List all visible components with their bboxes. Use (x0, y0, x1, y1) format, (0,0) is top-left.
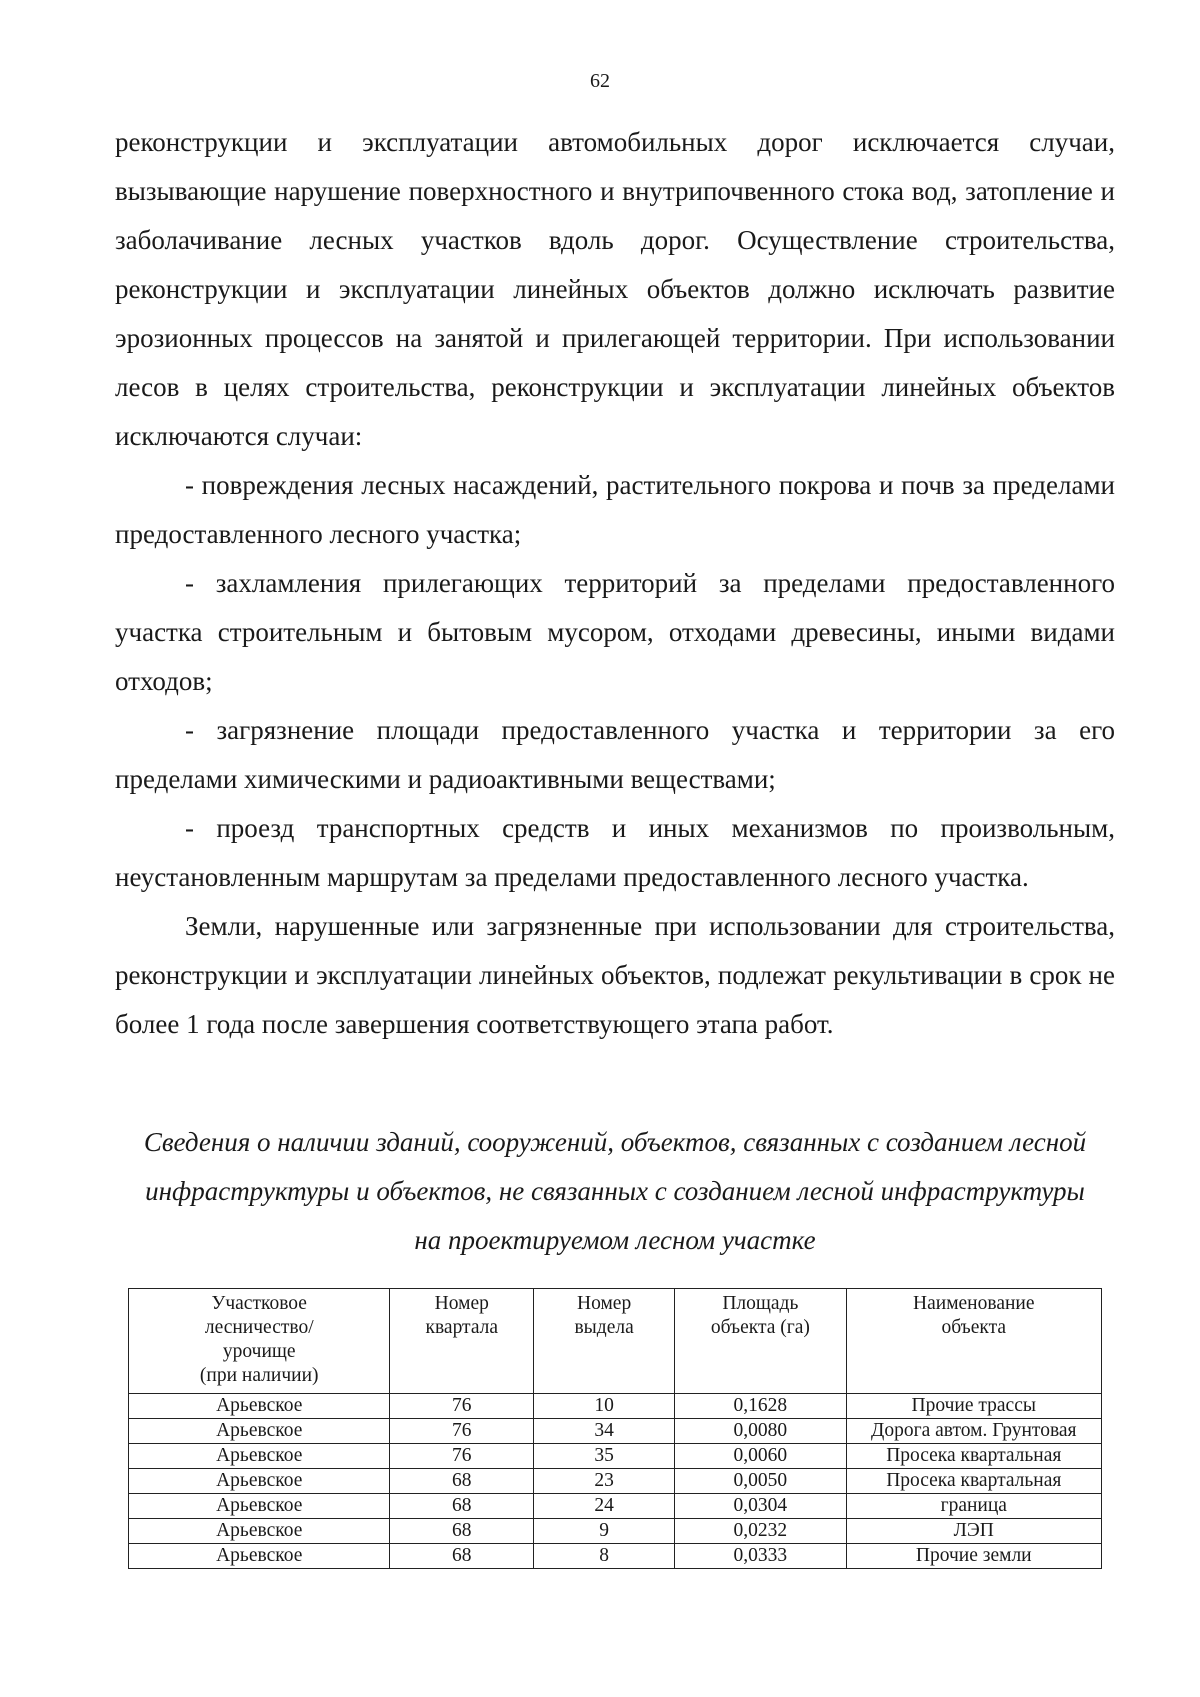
cell-object-name: ЛЭП (846, 1519, 1101, 1544)
cell-section: 23 (534, 1469, 675, 1494)
cell-quarter: 68 (390, 1469, 534, 1494)
table-header-row (129, 1289, 1102, 1394)
table-row (129, 1394, 1102, 1419)
cell-forestry: Арьевское (129, 1494, 390, 1519)
header-object-name: Наименование объекта (846, 1289, 1101, 1394)
cell-section: 34 (534, 1419, 675, 1444)
body-text (115, 118, 1115, 1049)
cell-quarter: 76 (390, 1394, 534, 1419)
cell-forestry: Арьевское (129, 1519, 390, 1544)
table-row (129, 1444, 1102, 1469)
cell-area: 0,1628 (675, 1394, 846, 1419)
cell-area: 0,0050 (675, 1469, 846, 1494)
cell-quarter: 76 (390, 1444, 534, 1469)
cell-area: 0,0080 (675, 1419, 846, 1444)
table-row (129, 1544, 1102, 1569)
section-title-line: Сведения о наличии зданий, сооружений, объектов, связанных с созданием лесной (143, 1127, 1087, 1157)
cell-object-name: граница (846, 1494, 1101, 1519)
cell-quarter: 76 (390, 1419, 534, 1444)
cell-object-name: Дорога автом. Грунтовая (846, 1419, 1101, 1444)
table-row (129, 1419, 1102, 1444)
cell-quarter: 68 (390, 1519, 534, 1544)
cell-object-name: Прочие земли (846, 1544, 1101, 1569)
cell-section: 8 (534, 1544, 675, 1569)
list-item: - повреждения лесных насаждений, растительного покрова и почв за пределами предоставленного лесного участка; (115, 470, 1115, 549)
cell-quarter: 68 (390, 1494, 534, 1519)
cell-area: 0,0304 (675, 1494, 846, 1519)
page-number: 62 (590, 70, 610, 92)
cell-object-name: Просека квартальная (846, 1469, 1101, 1494)
header-area: Площадь объекта (га) (675, 1289, 846, 1394)
objects-table (128, 1288, 1102, 1569)
cell-area: 0,0232 (675, 1519, 846, 1544)
cell-quarter: 68 (390, 1544, 534, 1569)
cell-forestry: Арьевское (129, 1444, 390, 1469)
paragraph: реконструкции и эксплуатации автомобильных дорог исключается случаи, вызывающие нарушение поверхностного и внутрипочвенного стока вод, затопление и заболачивание лесных участков вдоль дорог. Осуществление строительства, реконструкции и эксплуатации линейных объектов должно исключать развитие эрозионных процессов на занятой и прилегающей территории. При использовании лесов в целях строительства, реконструкции и эксплуатации линейных объектов исключаются случаи: (115, 127, 1115, 451)
list-item: - захламления прилегающих территорий за пределами предоставленного участка строительным и бытовым мусором, отходами древесины, иными видами отходов; (115, 568, 1115, 696)
section-title-line: на проектируемом лесном участке (414, 1225, 816, 1255)
header-forestry: Участковое лесничество/ урочище (при наличии) (129, 1289, 390, 1394)
cell-forestry: Арьевское (129, 1394, 390, 1419)
cell-area: 0,0060 (675, 1444, 846, 1469)
paragraph: Земли, нарушенные или загрязненные при использовании для строительства, реконструкции и эксплуатации линейных объектов, подлежат рекультивации в срок не более 1 года после завершения соответствующего этапа работ. (115, 911, 1115, 1039)
header-section-number: Номер выдела (534, 1289, 675, 1394)
cell-section: 35 (534, 1444, 675, 1469)
table-row (129, 1519, 1102, 1544)
cell-section: 10 (534, 1394, 675, 1419)
table-row (129, 1494, 1102, 1519)
cell-section: 9 (534, 1519, 675, 1544)
section-title-line: инфраструктуры и объектов, не связанных с созданием лесной инфраструктуры (145, 1176, 1085, 1206)
table-row (129, 1469, 1102, 1494)
cell-forestry: Арьевское (129, 1469, 390, 1494)
cell-object-name: Просека квартальная (846, 1444, 1101, 1469)
list-item: - проезд транспортных средств и иных механизмов по произвольным, неустановленным маршрутам за пределами предоставленного лесного участка. (115, 813, 1115, 892)
cell-object-name: Прочие трассы (846, 1394, 1101, 1419)
cell-forestry: Арьевское (129, 1419, 390, 1444)
cell-forestry: Арьевское (129, 1544, 390, 1569)
header-quarter-number: Номер квартала (390, 1289, 534, 1394)
list-item: - загрязнение площади предоставленного участка и территории за его пределами химическими и радиоактивными веществами; (115, 715, 1115, 794)
cell-area: 0,0333 (675, 1544, 846, 1569)
section-title (115, 1118, 1115, 1265)
cell-section: 24 (534, 1494, 675, 1519)
